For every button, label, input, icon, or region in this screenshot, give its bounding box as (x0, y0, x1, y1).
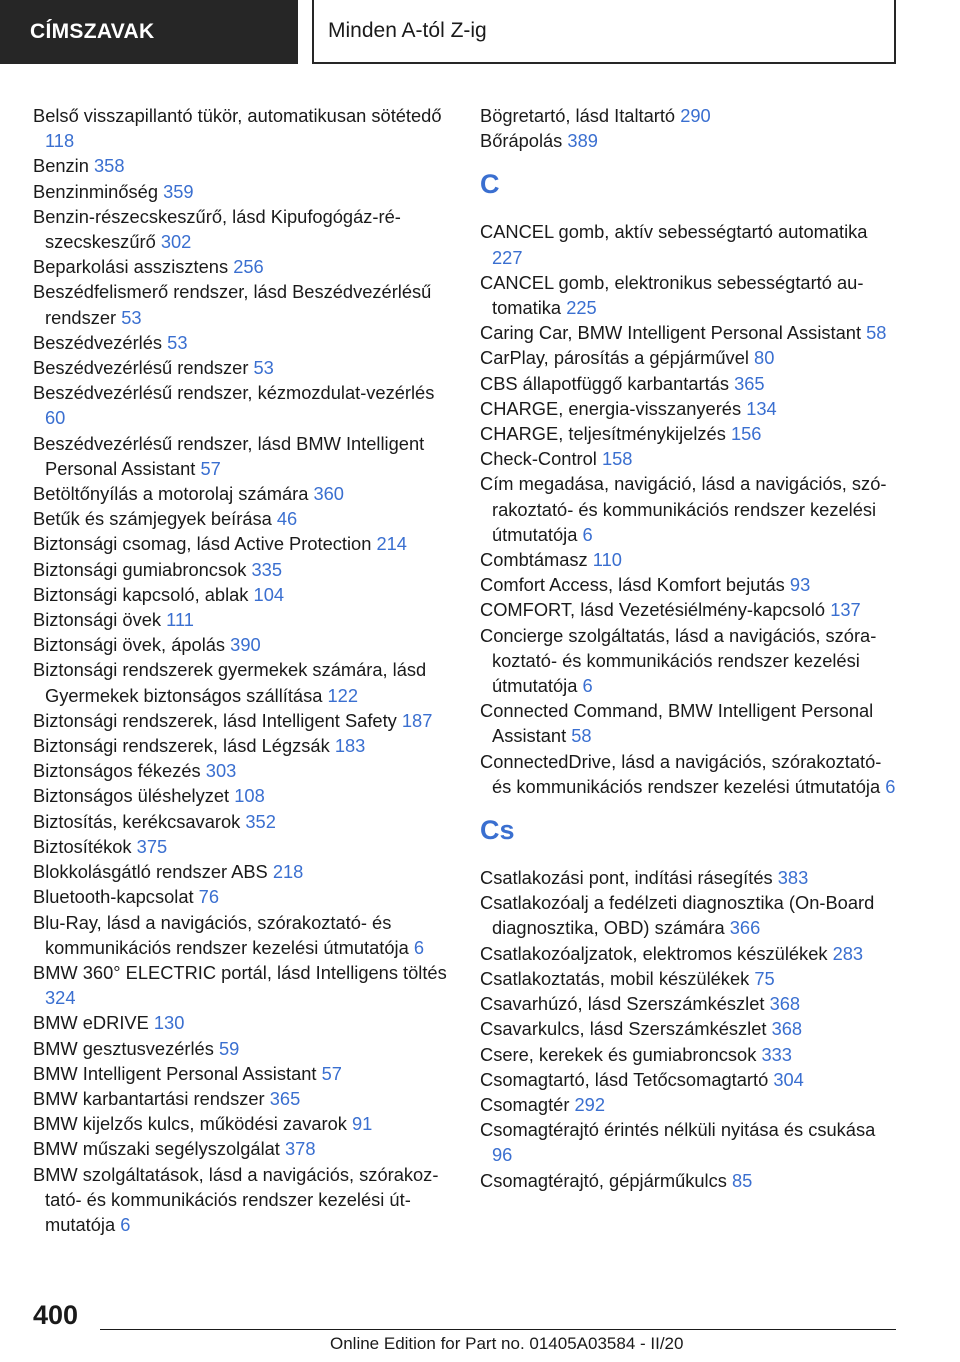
entry-term: ConnectedDrive, lásd a navigációs, szórakoztató- és kommunikációs rendszer kezelési útmutatója (480, 750, 882, 797)
entry-term: Bluetooth-kapcsolat (33, 886, 194, 908)
entry-page-link[interactable]: 53 (121, 306, 142, 328)
index-entry (480, 1092, 900, 1117)
index-entry (33, 910, 453, 960)
entry-term: Cím megadása, navigáció, lásd a navigációs, szórakoztató- és kommunikációs rendszer kezelési útmutatója (480, 473, 887, 545)
index-entry (480, 371, 900, 396)
index-entry (33, 582, 453, 607)
entry-term: Check-Control (480, 448, 597, 470)
index-entry (33, 179, 453, 204)
index-entry (480, 396, 900, 421)
index-entry (33, 960, 453, 1010)
entry-term: Betűk és számjegyek beírása (33, 508, 272, 530)
index-entry (33, 279, 453, 329)
entry-page-link[interactable]: 76 (198, 886, 220, 908)
index-entry (480, 320, 900, 345)
index-entry (480, 1067, 900, 1092)
entry-term: Connected Command, BMW Intelligent Personal Assistant (480, 700, 874, 747)
entry-term: Csatlakoztatás, mobil készülékek (480, 967, 750, 989)
entry-term: Biztonsági övek, ápolás (33, 634, 226, 656)
entry-page-link[interactable]: 122 (327, 684, 358, 706)
index-entry (33, 1162, 453, 1238)
entry-term: BMW 360° ELECTRIC portál, lásd Intelligens töltés (33, 961, 447, 983)
entry-page-link[interactable]: 60 (45, 407, 66, 429)
entry-term: Csatlakozóalj a fedélzeti diagnosztika (On-Board diagnosztika, OBD) számára (480, 892, 875, 939)
index-entry (480, 219, 900, 269)
entry-term: BMW gesztusvezérlés (33, 1037, 214, 1059)
index-entry (33, 506, 453, 531)
index-entry (33, 859, 453, 884)
index-entry (33, 254, 453, 279)
entry-page-link[interactable]: 93 (789, 574, 811, 596)
index-entry (33, 884, 453, 909)
entry-term: Biztonsági rendszerek, lásd Légzsák (33, 735, 330, 757)
entry-term: CBS állapotfüggő karbantartás (480, 372, 729, 394)
index-entry (480, 966, 900, 991)
index-entry (480, 471, 900, 547)
index-entry (33, 1111, 453, 1136)
entry-page-link[interactable]: 227 (492, 246, 523, 268)
entry-page-link[interactable]: 59 (218, 1037, 240, 1059)
entry-term: CANCEL gomb, aktív sebességtartó automatika (480, 221, 868, 243)
entry-page-link[interactable]: 214 (376, 533, 407, 555)
entry-term: CHARGE, teljesítménykijelzés (480, 423, 726, 445)
index-entry (33, 380, 453, 430)
entry-page-link[interactable]: 256 (233, 256, 264, 278)
index-entry (480, 446, 900, 471)
entry-term: Beszédvezérlésű rendszer, lásd BMW Intelligent Personal Assistant (33, 432, 425, 479)
index-entry (33, 330, 453, 355)
entry-page-link[interactable]: 137 (830, 599, 861, 621)
index-entry (480, 421, 900, 446)
entry-term: Combtámasz (480, 549, 588, 571)
footer-divider (100, 1329, 896, 1330)
entry-page-link[interactable]: 6 (582, 523, 593, 545)
index-entry (33, 607, 453, 632)
index-entry (33, 758, 453, 783)
entry-term: Beszédfelismerő rendszer, lásd Beszédvezérlésű rendszer (33, 281, 432, 328)
entry-page-link[interactable]: 46 (276, 508, 298, 530)
index-entry (480, 345, 900, 370)
index-entry (480, 865, 900, 890)
index-entry (33, 531, 453, 556)
index-entry (33, 1010, 453, 1035)
entry-page-link[interactable]: 108 (234, 785, 265, 807)
entry-term: COMFORT, lásd Vezetésiélmény-kapcsoló (480, 599, 826, 621)
index-entry (33, 733, 453, 758)
entry-term: Csomagtartó, lásd Tetőcsomagtartó (480, 1068, 769, 1090)
entry-term: Csavarhúzó, lásd Szerszámkészlet (480, 993, 765, 1015)
entry-term: Benzin-részecskeszűrő, lásd Kipufogógáz-részecskeszűrő (33, 205, 401, 253)
entry-page-link[interactable]: 324 (45, 987, 76, 1009)
entry-term: Bögretartó, lásd Italtartó (480, 105, 676, 126)
entry-term: CarPlay, párosítás a gépjárművel (480, 347, 749, 369)
entry-term: Biztonságos üléshelyzet (33, 785, 230, 807)
entry-page-link[interactable]: 53 (253, 357, 274, 379)
entry-term: Benzinminőség (33, 180, 158, 202)
entry-term: Beparkolási asszisztens (33, 256, 229, 278)
entry-term: Concierge szolgáltatás, lásd a navigációs, szórakoztató- és kommunikációs rendszer kezelési útmutatója (480, 624, 877, 697)
page-number: 400 (33, 1300, 79, 1330)
entry-term: Belső visszapillantó tükör, automatikusan sötétedő (33, 105, 442, 126)
entry-page-link[interactable]: 134 (746, 397, 777, 419)
index-entry (33, 1136, 453, 1161)
entry-page-link[interactable]: 375 (136, 835, 168, 857)
entry-page-link[interactable]: 6 (413, 936, 425, 958)
entry-page-link[interactable]: 96 (492, 1144, 513, 1166)
index-entry (480, 572, 900, 597)
entry-term: Csomagtér (480, 1093, 570, 1115)
entry-page-link[interactable]: 6 (582, 675, 593, 697)
entry-page-link[interactable]: 58 (571, 725, 592, 747)
index-entry (33, 1086, 453, 1111)
index-column-left (33, 103, 453, 1237)
entry-page-link[interactable]: 283 (832, 942, 864, 964)
entry-page-link[interactable]: 104 (253, 583, 285, 605)
entry-term: Biztonsági gumiabroncsok (33, 558, 247, 580)
index-entry (480, 1042, 900, 1067)
letter-heading-c: C (480, 169, 500, 200)
entry-page-link[interactable]: 158 (601, 448, 633, 470)
entry-page-link[interactable]: 365 (734, 372, 765, 394)
footer-edition (330, 1334, 683, 1354)
entry-page-link[interactable]: 366 (729, 917, 761, 939)
entry-page-link[interactable]: 218 (272, 861, 304, 883)
tab-cimszavak[interactable]: CÍMSZAVAK (0, 0, 298, 64)
entry-page-link[interactable]: 335 (251, 558, 283, 580)
index-entry (480, 597, 900, 622)
index-entry (33, 1061, 453, 1086)
index-entry (33, 809, 453, 834)
entry-term: Beszédvezérlésű rendszer (33, 357, 249, 379)
entry-term: Csatlakozási pont, indítási rásegítés (480, 867, 773, 889)
entry-page-link[interactable]: 333 (761, 1043, 792, 1065)
index-entry (480, 623, 900, 699)
entry-page-link[interactable]: 53 (167, 331, 188, 353)
index-entry (33, 1036, 453, 1061)
entry-page-link[interactable]: 57 (200, 457, 221, 479)
index-entry (33, 657, 453, 707)
index-entry (33, 481, 453, 506)
entry-page-link[interactable]: 111 (166, 609, 194, 631)
letter-heading-cs: Cs (480, 815, 515, 846)
entry-term: CANCEL gomb, elektronikus sebességtartó automatika (480, 271, 864, 319)
index-entry (33, 103, 453, 153)
entry-term: Biztosítás, kerékcsavarok (33, 810, 241, 832)
entry-page-link[interactable]: 390 (230, 634, 261, 656)
entry-page-link[interactable]: 358 (94, 155, 125, 177)
entry-page-link[interactable]: 80 (754, 347, 775, 369)
entry-term: BMW műszaki segélyszolgálat (33, 1138, 280, 1160)
entry-page-link[interactable]: 303 (205, 760, 237, 782)
entry-term: Biztonsági rendszerek, lásd Intelligent Safety (33, 709, 397, 731)
entry-page-link[interactable]: 75 (754, 967, 775, 989)
entry-term: BMW kijelzős kulcs, működési zavarok (33, 1113, 347, 1135)
entry-page-link[interactable]: 389 (567, 130, 598, 152)
index-entry (33, 431, 453, 481)
entry-term: Benzin (33, 155, 89, 177)
entry-term: Biztosítékok (33, 835, 132, 857)
index-entry (480, 103, 900, 128)
index-entry (33, 708, 453, 733)
entry-term: BMW szolgáltatások, lásd a navigációs, szórakoztató- és kommunikációs rendszer kezelési útmutatója (33, 1163, 439, 1235)
entry-term: CHARGE, energia-visszanyerés (480, 397, 742, 419)
index-entry (480, 1168, 900, 1193)
entry-page-link[interactable]: 57 (321, 1062, 342, 1084)
entry-page-link[interactable]: 130 (153, 1012, 185, 1034)
entry-term: Comfort Access, lásd Komfort bejutás (480, 574, 785, 596)
index-entry (33, 153, 453, 178)
index-entry (33, 632, 453, 657)
entry-term: Biztonsági rendszerek gyermekek számára, lásd Gyermekek biztonságos szállítása (33, 659, 427, 706)
index-entry (480, 698, 900, 748)
entry-page-link[interactable]: 6 (885, 775, 896, 797)
edition-text: Online Edition for Part no. 01405A03584 - II/20 (330, 1334, 684, 1353)
entry-term: BMW karbantartási rendszer (33, 1087, 265, 1109)
index-column-right (480, 103, 900, 1193)
entry-page-link[interactable]: 292 (574, 1093, 606, 1115)
entry-page-link[interactable]: 290 (680, 105, 711, 126)
entry-page-link[interactable]: 383 (777, 867, 809, 889)
index-entry (480, 1016, 900, 1041)
entry-term: Csavarkulcs, lásd Szerszámkészlet (480, 1018, 767, 1040)
entry-term: Betöltőnyílás a motorolaj számára (33, 483, 309, 505)
entry-page-link[interactable]: 118 (45, 130, 75, 152)
entry-term: Csomagtérajtó érintés nélküli nyitása és csukása (480, 1119, 876, 1141)
index-entry (480, 941, 900, 966)
entry-page-link[interactable]: 304 (773, 1068, 804, 1090)
entry-term: BMW Intelligent Personal Assistant (33, 1062, 317, 1084)
index-entry (33, 204, 453, 254)
entry-page-link[interactable]: 302 (160, 231, 192, 253)
index-entry (480, 270, 900, 320)
entry-page-link[interactable]: 156 (730, 423, 762, 445)
entry-page-link[interactable]: 58 (866, 322, 887, 344)
entry-term: BMW eDRIVE (33, 1012, 149, 1034)
entry-page-link[interactable]: 365 (269, 1087, 301, 1109)
entry-term: Biztonsági övek (33, 609, 162, 631)
index-entry (480, 128, 900, 153)
entry-page-link[interactable]: 368 (769, 993, 801, 1015)
entry-term: Csomagtérajtó, gépjárműkulcs (480, 1169, 727, 1191)
entry-page-link[interactable]: 6 (120, 1213, 131, 1235)
entry-page-link[interactable]: 225 (566, 297, 597, 319)
entry-term: Beszédvezérlésű rendszer, kézmozdulat-vezérlés (33, 382, 435, 404)
index-entry (33, 557, 453, 582)
page-header (0, 0, 896, 66)
section-title-tab[interactable]: Minden A-tól Z-ig (312, 0, 896, 64)
entry-term: Biztonságos fékezés (33, 760, 201, 782)
entry-page-link[interactable]: 91 (352, 1113, 373, 1135)
entry-page-link[interactable]: 85 (732, 1169, 753, 1191)
entry-page-link[interactable]: 110 (592, 549, 622, 571)
entry-term: Blokkolásgátló rendszer ABS (33, 861, 268, 883)
index-entry (480, 890, 900, 940)
entry-term: Beszédvezérlés (33, 331, 163, 353)
index-entry (480, 1117, 900, 1167)
index-entry (33, 783, 453, 808)
index-entry (480, 749, 900, 799)
index-entry (480, 991, 900, 1016)
entry-term: Blu-Ray, lásd a navigációs, szórakoztató- és kommunikációs rendszer kezelési útmutatója (33, 911, 409, 958)
entry-term: Csatlakozóaljzatok, elektromos készülékek (480, 942, 828, 964)
entry-term: Biztonsági kapcsoló, ablak (33, 583, 249, 605)
entry-page-link[interactable]: 368 (771, 1018, 803, 1040)
index-entry (33, 834, 453, 859)
entry-term: Biztonsági csomag, lásd Active Protection (33, 533, 372, 555)
index-entry (33, 355, 453, 380)
entry-page-link[interactable]: 187 (401, 709, 433, 731)
entry-page-link[interactable]: 359 (163, 180, 194, 202)
entry-page-link[interactable]: 378 (284, 1138, 316, 1160)
entry-term: Bőrápolás (480, 130, 563, 152)
index-entry (480, 547, 900, 572)
entry-page-link[interactable]: 360 (313, 483, 344, 505)
entry-term: Caring Car, BMW Intelligent Personal Assistant (480, 322, 862, 344)
entry-term: Csere, kerekek és gumiabroncsok (480, 1043, 757, 1065)
entry-page-link[interactable]: 183 (334, 735, 366, 757)
entry-page-link[interactable]: 352 (245, 810, 276, 832)
